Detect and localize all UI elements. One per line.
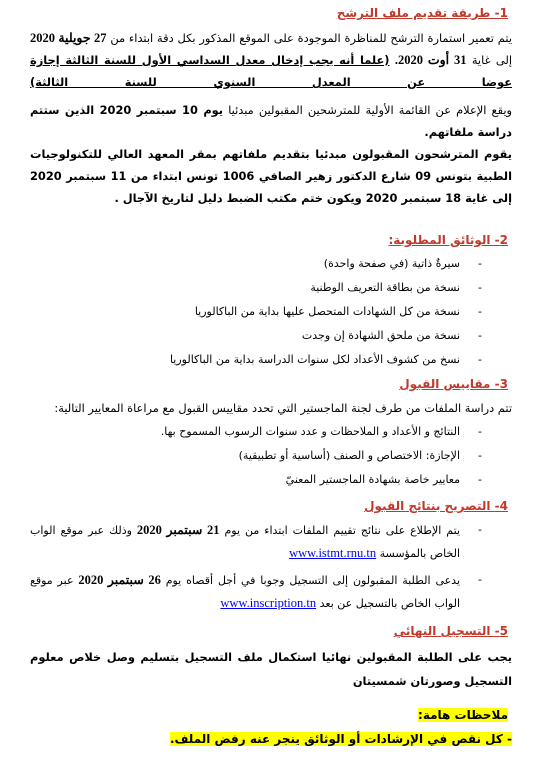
notes-heading: ملاحظات هامة: xyxy=(418,708,508,722)
list-item: - نسخة من ملحق الشهادة إن وجدت xyxy=(301,329,482,342)
results-date: 21 سبتمبر 2020 xyxy=(136,523,220,537)
required-documents-list xyxy=(30,252,482,372)
list-item: - سيرةٌ ذاتية (في صفحة واحدة) xyxy=(323,257,482,270)
section-1-heading: 1- طريقة تقديم ملف الترشح xyxy=(336,6,508,20)
section-1-paragraph-2: ويقع الإعلام عن القائمة الأولية للمترشحين المقبولين مبدئيا يوم 10 سبتمبر 2020 الذين ستتم دراسة ملفاتهم. xyxy=(30,103,512,139)
list-item: - معايير خاصة بشهادة الماجستير المعنيّ xyxy=(285,473,482,486)
institution-website-link[interactable]: www.istmt.rnu.tn xyxy=(289,546,377,560)
list-item: - يدعى الطلبة المقبولون إلى التسجيل وجوبا في أجل أقصاه يوم 26 سبتمبر 2020 عبر موقع الواب الخاص بالتسجيل عن بعد www.inscription.tn xyxy=(30,573,482,610)
start-date: 27 جويلية 2020 xyxy=(30,31,107,45)
registration-deadline: 26 سبتمبر 2020 xyxy=(78,573,161,587)
notes-text: - كل نقص في الإرشادات أو الوثائق ينجر عنه رفض الملف. xyxy=(169,732,512,746)
gpa-note: (علما أنه يجب إدخال معدل السداسي الأول للسنة الثالثة إجازة عوضا عن المعدل السنوي للسنة الثالثة) xyxy=(30,53,512,89)
results-announcement-list xyxy=(30,519,482,615)
list-item: - الإجازة: الاختصاص و الصنف (أساسية أو تطبيقية) xyxy=(238,449,482,462)
end-date: 31 أوت 2020. xyxy=(394,53,467,67)
section-2-heading: 2- الوثائق المطلوبة: xyxy=(388,233,508,247)
section-5-text: يجب على الطلبة المقبولين نهائيا استكمال ملف التسجيل بتسليم وصل خلاص معلوم التسجيل وصورتان شمسيتان xyxy=(30,650,512,688)
list-item: - يتم الإطلاع على نتائج تقييم الملفات ابتداء من يوم 21 سبتمبر 2020 وذلك عبر موقع الواب الخاص بالمؤسسة www.istmt.rnu.tn xyxy=(30,523,482,560)
list-item: - نسخ من كشوف الأعداد لكل سنوات الدراسة بداية من الباكالوريا xyxy=(169,353,482,366)
section-3-heading: 3- مقاييس القبول xyxy=(399,377,508,391)
section-5-heading: 5- التسجيل النهائي xyxy=(393,624,508,638)
section-1-paragraph-1: يتم تعمير استمارة الترشح للمناظرة الموجودة على الموقع المذكور بكل دقة ابتداء من 27 جويلية 2020 إلى غاية 31 أوت 2020. (علما أنه يجب إدخال معدل السداسي الأول للسنة الثالثة إجازة عوضا عن المعدل السنوي للسنة الثالثة) xyxy=(30,31,513,89)
section-3-intro: تتم دراسة الملفات من طرف لجنة الماجستير التي تحدد مقاييس القبول مع مراعاة المعايير التالية: xyxy=(54,401,512,415)
section-1-paragraph-3: يقوم المترشحون المقبولون مبدئيا بتقديم ملفاتهم بمقر المعهد العالي للتكنولوجيات الطبية بتونس 09 شارع الدكتور زهير الصافي 1006 تونس ابتداء من 11 سبتمبر 2020 إلى غاية 18 سبتمبر 2020 ويكون ختم مكتب الضبط دليل لتاريخ الآجال . xyxy=(30,147,512,205)
section-4-heading: 4- التصريح بنتائج القبول xyxy=(364,499,508,513)
list-item: - نسخة من كل الشهادات المتحصل عليها بداية من الباكالوريا xyxy=(194,305,482,318)
list-item: - النتائج و الأعداد و الملاحظات و عدد سنوات الرسوب المسموح بها. xyxy=(160,425,482,438)
admission-criteria-list xyxy=(30,420,482,492)
list-item: - نسخة من بطاقة التعريف الوطنية xyxy=(310,281,482,294)
inscription-website-link[interactable]: www.inscription.tn xyxy=(220,596,317,610)
